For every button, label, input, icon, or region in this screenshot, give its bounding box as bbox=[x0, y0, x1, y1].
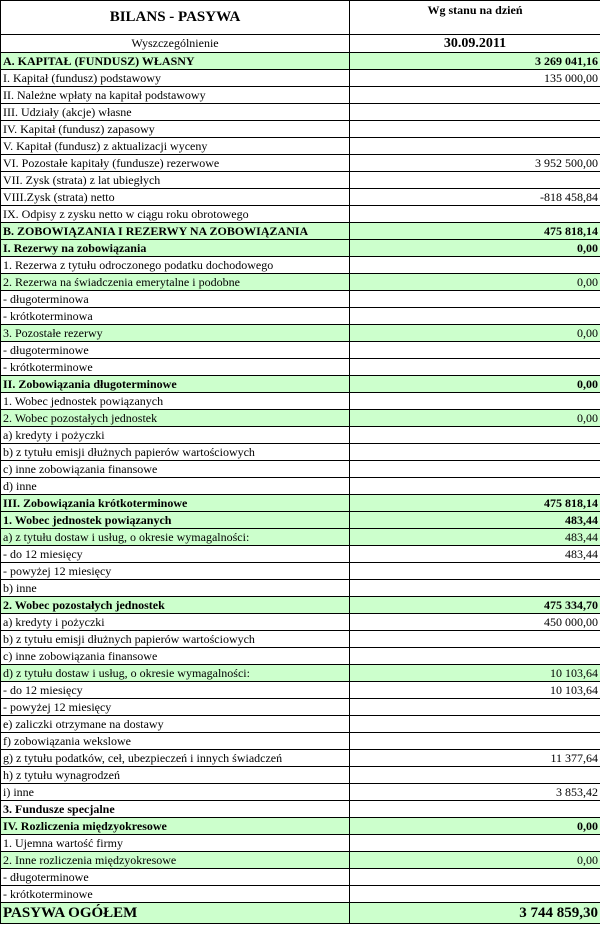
row-value: 483,44 bbox=[350, 512, 600, 529]
row-label: 2. Wobec pozostałych jednostek bbox=[1, 597, 350, 614]
table-row bbox=[1, 410, 600, 427]
row-label: - długoterminowe bbox=[1, 342, 350, 359]
table-row bbox=[1, 461, 600, 478]
row-value: 11 377,64 bbox=[350, 750, 600, 767]
table-row bbox=[1, 172, 600, 189]
row-label: 2. Inne rozliczenia międzyokresowe bbox=[1, 852, 350, 869]
row-value bbox=[350, 733, 600, 750]
row-label: I. Kapitał (fundusz) podstawowy bbox=[1, 70, 350, 87]
row-label: III. Zobowiązania krótkoterminowe bbox=[1, 495, 350, 512]
table-row bbox=[1, 716, 600, 733]
row-label: IV. Kapitał (fundusz) zapasowy bbox=[1, 121, 350, 138]
row-value: 475 334,70 bbox=[350, 597, 600, 614]
row-label: V. Kapitał (fundusz) z aktualizacji wyceny bbox=[1, 138, 350, 155]
row-value bbox=[350, 563, 600, 580]
row-label: b) inne bbox=[1, 580, 350, 597]
row-label: 1. Wobec jednostek powiązanych bbox=[1, 512, 350, 529]
row-value: 3 952 500,00 bbox=[350, 155, 600, 172]
row-value bbox=[350, 427, 600, 444]
row-label: - powyżej 12 miesięcy bbox=[1, 563, 350, 580]
row-label: d) z tytułu dostaw i usług, o okresie wymagalności: bbox=[1, 665, 350, 682]
row-value bbox=[350, 835, 600, 852]
row-label: a) z tytułu dostaw i usług, o okresie wymagalności: bbox=[1, 529, 350, 546]
table-row bbox=[1, 597, 600, 614]
row-value bbox=[350, 869, 600, 886]
table-row bbox=[1, 240, 600, 257]
table-row bbox=[1, 563, 600, 580]
row-label: VI. Pozostałe kapitały (fundusze) rezerwowe bbox=[1, 155, 350, 172]
row-value: 10 103,64 bbox=[350, 682, 600, 699]
total-label: PASYWA OGÓŁEM bbox=[1, 903, 350, 924]
row-value: -818 458,84 bbox=[350, 189, 600, 206]
row-label: c) inne zobowiązania finansowe bbox=[1, 461, 350, 478]
table-row bbox=[1, 138, 600, 155]
row-value: 450 000,00 bbox=[350, 614, 600, 631]
row-value bbox=[350, 138, 600, 155]
table-row bbox=[1, 155, 600, 172]
table-row bbox=[1, 444, 600, 461]
table-row bbox=[1, 342, 600, 359]
row-label: 3. Fundusze specjalne bbox=[1, 801, 350, 818]
row-value: 0,00 bbox=[350, 852, 600, 869]
row-value bbox=[350, 291, 600, 308]
row-value: 10 103,64 bbox=[350, 665, 600, 682]
row-label: - do 12 miesięcy bbox=[1, 682, 350, 699]
row-label: IX. Odpisy z zysku netto w ciągu roku obrotowego bbox=[1, 206, 350, 223]
table-row bbox=[1, 631, 600, 648]
table-row bbox=[1, 818, 600, 835]
row-label: f) zobowiązania wekslowe bbox=[1, 733, 350, 750]
table-row bbox=[1, 393, 600, 410]
table-row bbox=[1, 512, 600, 529]
row-label: - krótkoterminowe bbox=[1, 886, 350, 903]
row-label: 3. Pozostałe rezerwy bbox=[1, 325, 350, 342]
table-row bbox=[1, 274, 600, 291]
table-row bbox=[1, 376, 600, 393]
table-row bbox=[1, 869, 600, 886]
row-value: 0,00 bbox=[350, 240, 600, 257]
row-label: 1. Rezerwa z tytułu odroczonego podatku dochodowego bbox=[1, 257, 350, 274]
row-value bbox=[350, 87, 600, 104]
table-row bbox=[1, 648, 600, 665]
table-row bbox=[1, 529, 600, 546]
table-row bbox=[1, 359, 600, 376]
row-label: III. Udziały (akcje) własne bbox=[1, 104, 350, 121]
date-column-label: Wg stanu na dzień bbox=[350, 1, 600, 35]
row-value bbox=[350, 801, 600, 818]
row-value bbox=[350, 631, 600, 648]
table-row bbox=[1, 580, 600, 597]
row-label: 1. Wobec jednostek powiązanych bbox=[1, 393, 350, 410]
row-value bbox=[350, 172, 600, 189]
table-row bbox=[1, 121, 600, 138]
row-label: 2. Rezerwa na świadczenia emerytalne i podobne bbox=[1, 274, 350, 291]
row-label: VIII.Zysk (strata) netto bbox=[1, 189, 350, 206]
row-label: II. Należne wpłaty na kapitał podstawowy bbox=[1, 87, 350, 104]
row-value: 0,00 bbox=[350, 325, 600, 342]
row-label: b) z tytułu emisji dłużnych papierów wartościowych bbox=[1, 444, 350, 461]
row-label: - krótkoterminowa bbox=[1, 308, 350, 325]
row-value: 483,44 bbox=[350, 529, 600, 546]
row-label: c) inne zobowiązania finansowe bbox=[1, 648, 350, 665]
row-value: 0,00 bbox=[350, 818, 600, 835]
row-value: 475 818,14 bbox=[350, 223, 600, 240]
row-label: I. Rezerwy na zobowiązania bbox=[1, 240, 350, 257]
row-value: 483,44 bbox=[350, 546, 600, 563]
row-label: 2. Wobec pozostałych jednostek bbox=[1, 410, 350, 427]
table-row bbox=[1, 852, 600, 869]
table-row bbox=[1, 189, 600, 206]
row-label: i) inne bbox=[1, 784, 350, 801]
row-label: a) kredyty i pożyczki bbox=[1, 614, 350, 631]
table-row bbox=[1, 87, 600, 104]
row-label: - powyżej 12 miesięcy bbox=[1, 699, 350, 716]
table-row bbox=[1, 495, 600, 512]
row-value bbox=[350, 308, 600, 325]
row-value: 3 853,42 bbox=[350, 784, 600, 801]
row-label: a) kredyty i pożyczki bbox=[1, 427, 350, 444]
row-value bbox=[350, 359, 600, 376]
table-row bbox=[1, 291, 600, 308]
row-label: e) zaliczki otrzymane na dostawy bbox=[1, 716, 350, 733]
row-label: VII. Zysk (strata) z lat ubiegłych bbox=[1, 172, 350, 189]
row-label: - krótkoterminowe bbox=[1, 359, 350, 376]
table-row bbox=[1, 614, 600, 631]
total-row bbox=[1, 903, 600, 924]
row-value bbox=[350, 648, 600, 665]
description-column-label: Wyszczególnienie bbox=[1, 35, 350, 53]
row-value bbox=[350, 699, 600, 716]
row-value: 0,00 bbox=[350, 376, 600, 393]
table-row bbox=[1, 767, 600, 784]
table-row bbox=[1, 699, 600, 716]
row-label: - długoterminowa bbox=[1, 291, 350, 308]
row-value bbox=[350, 767, 600, 784]
header-row bbox=[1, 1, 600, 35]
row-label: IV. Rozliczenia międzyokresowe bbox=[1, 818, 350, 835]
row-value bbox=[350, 580, 600, 597]
row-label: A. KAPITAŁ (FUNDUSZ) WŁASNY bbox=[1, 53, 350, 70]
row-label: g) z tytułu podatków, ceł, ubezpieczeń i innych świadczeń bbox=[1, 750, 350, 767]
table-row bbox=[1, 835, 600, 852]
row-value: 475 818,14 bbox=[350, 495, 600, 512]
table-row bbox=[1, 784, 600, 801]
table-row bbox=[1, 206, 600, 223]
table-row bbox=[1, 104, 600, 121]
row-value bbox=[350, 444, 600, 461]
table-row bbox=[1, 325, 600, 342]
row-value bbox=[350, 393, 600, 410]
row-value bbox=[350, 121, 600, 138]
row-value bbox=[350, 257, 600, 274]
row-value bbox=[350, 886, 600, 903]
table-row bbox=[1, 70, 600, 87]
row-value bbox=[350, 206, 600, 223]
table-row bbox=[1, 801, 600, 818]
row-value bbox=[350, 478, 600, 495]
table-row bbox=[1, 257, 600, 274]
row-value: 0,00 bbox=[350, 274, 600, 291]
table-row bbox=[1, 886, 600, 903]
report-date: 30.09.2011 bbox=[350, 35, 600, 53]
subheader-row bbox=[1, 35, 600, 53]
row-value: 3 269 041,16 bbox=[350, 53, 600, 70]
row-value bbox=[350, 104, 600, 121]
row-label: 1. Ujemna wartość firmy bbox=[1, 835, 350, 852]
table-row bbox=[1, 682, 600, 699]
row-label: b) z tytułu emisji dłużnych papierów wartościowych bbox=[1, 631, 350, 648]
row-value: 135 000,00 bbox=[350, 70, 600, 87]
row-label: d) inne bbox=[1, 478, 350, 495]
table-row bbox=[1, 478, 600, 495]
row-label: II. Zobowiązania długoterminowe bbox=[1, 376, 350, 393]
sheet-title: BILANS - PASYWA bbox=[1, 1, 350, 35]
table-row bbox=[1, 733, 600, 750]
table-row bbox=[1, 53, 600, 70]
row-value bbox=[350, 342, 600, 359]
row-label: - do 12 miesięcy bbox=[1, 546, 350, 563]
row-label: B. ZOBOWIĄZANIA I REZERWY NA ZOBOWIĄZANIA bbox=[1, 223, 350, 240]
row-value: 0,00 bbox=[350, 410, 600, 427]
table-row bbox=[1, 750, 600, 767]
table-row bbox=[1, 308, 600, 325]
table-row bbox=[1, 223, 600, 240]
table-row bbox=[1, 546, 600, 563]
table-row bbox=[1, 427, 600, 444]
row-value bbox=[350, 461, 600, 478]
row-value bbox=[350, 716, 600, 733]
row-label: - długoterminowe bbox=[1, 869, 350, 886]
total-value: 3 744 859,30 bbox=[350, 903, 600, 924]
table-row bbox=[1, 665, 600, 682]
row-label: h) z tytułu wynagrodzeń bbox=[1, 767, 350, 784]
